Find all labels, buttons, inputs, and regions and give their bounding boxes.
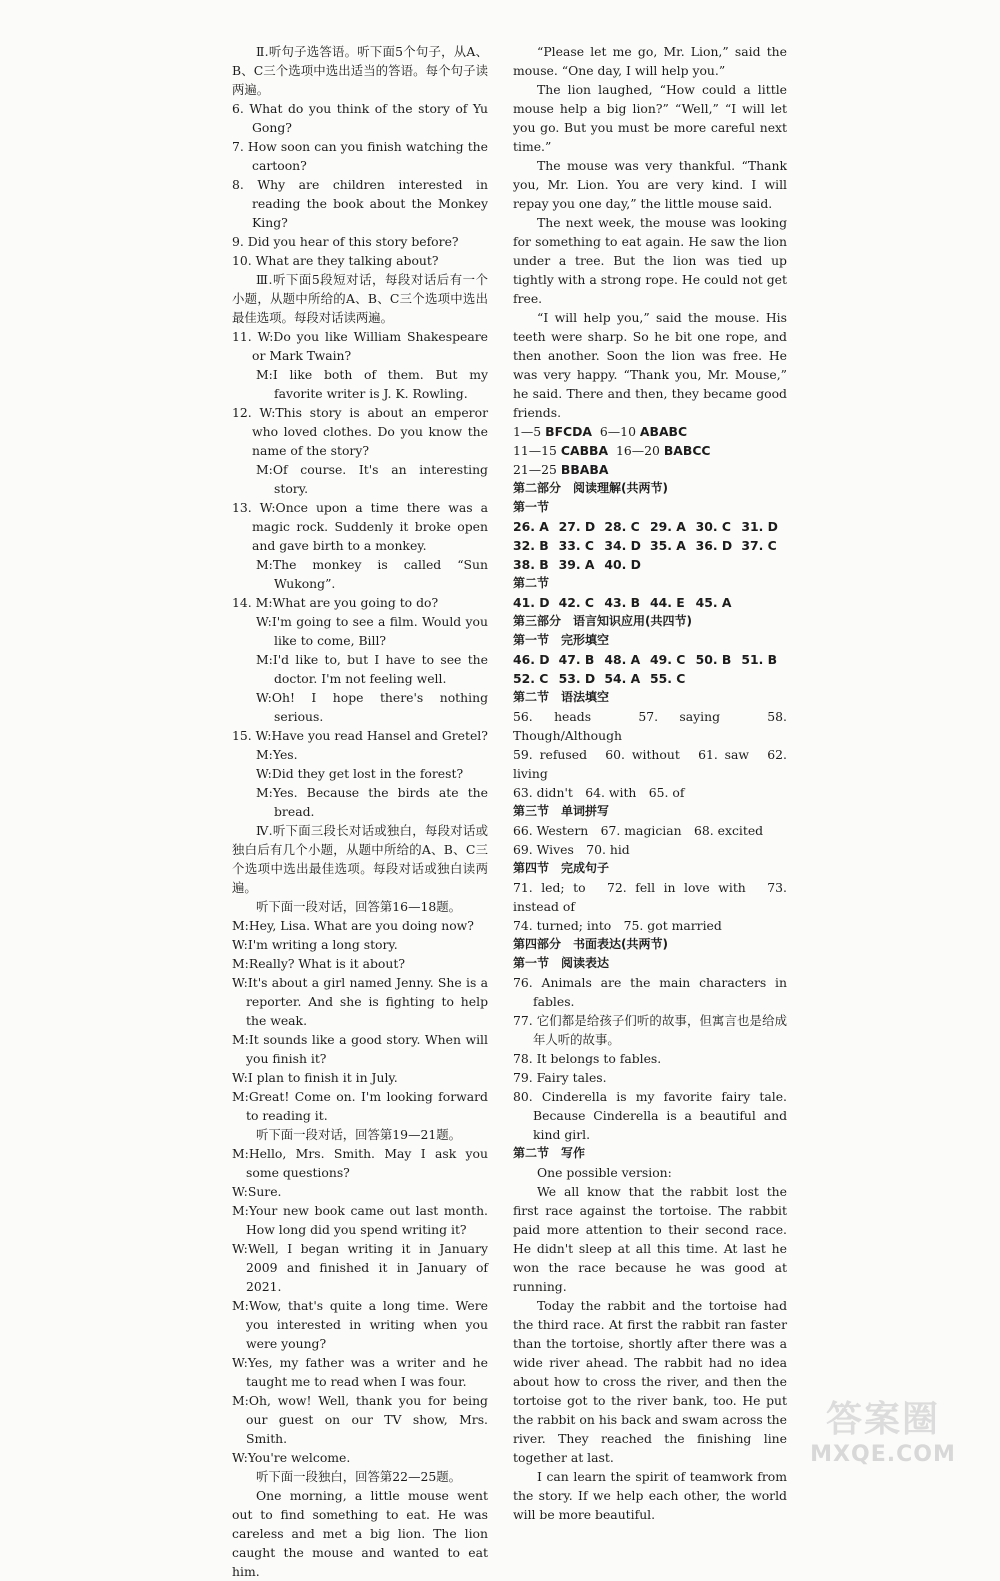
left-line: W:Did they get lost in the forest? — [256, 766, 464, 781]
left-line: 10. What are they talking about? — [232, 253, 439, 268]
left-line: 听下面一段对话，回答第19—21题。 — [256, 1127, 462, 1142]
left-line: 8. Why are children interested in reading the book about the Monkey King? — [232, 177, 492, 230]
answer-item: 42. C — [558, 595, 595, 610]
answer-item: 53. D — [558, 671, 596, 686]
left-line: M:I like both of them. But my favorite writer is J. K. Rowling. — [256, 367, 492, 401]
left-line: M:Really? What is it about? — [232, 956, 405, 971]
answer-item: 51. B — [741, 652, 778, 667]
spelling-answers — [513, 821, 787, 859]
answer-item: 27. D — [558, 519, 596, 534]
part2-title: 第二部分 阅读理解(共两节) — [513, 481, 668, 495]
answer-item: 45. A — [695, 595, 732, 610]
answer-item: 44. E — [650, 595, 685, 610]
answer-item: 28. C — [604, 519, 640, 534]
answer-item: 37. C — [741, 538, 777, 553]
right-column — [513, 42, 791, 1524]
left-line: W:Yes, my father was a writer and he taught me to read when I was four. — [232, 1355, 492, 1389]
left-line: 15. W:Have you read Hansel and Gretel? — [232, 728, 488, 743]
answer-item: 48. A — [604, 652, 641, 667]
left-line: M:Hello, Mrs. Smith. May I ask you some questions? — [232, 1146, 492, 1180]
answer-line: 78. It belongs to fables. — [513, 1051, 662, 1066]
left-line: M:Wow, that's quite a long time. Were you interested in writing when you were young? — [232, 1298, 492, 1351]
left-line: W:I plan to finish it in July. — [232, 1070, 398, 1085]
writing-intro: One possible version: — [537, 1165, 672, 1180]
reading-sec2-title: 第二节 — [513, 576, 550, 590]
answer-letters: BFCDA — [545, 424, 593, 439]
left-line: M:Your new book came out last month. How long did you spend writing it? — [232, 1203, 492, 1237]
left-line: 12. W:This story is about an emperor who loved clothes. Do you know the name of the story? — [232, 405, 492, 458]
answer-item: 41. D — [513, 595, 550, 610]
left-line: M:Oh, wow! Well, thank you for being our guest on our TV show, Mrs. Smith. — [232, 1393, 492, 1446]
answer-item: 55. C — [650, 671, 686, 686]
left-line: M:Of course. It's an interesting story. — [256, 462, 492, 496]
watermark-cn: 答案圈 — [825, 1399, 940, 1440]
left-line: W:I'm going to see a film. Would you like to come, Bill? — [256, 614, 492, 648]
answer-line: I can learn the spirit of teamwork from the story. If we help each other, the world will be more beautiful. — [513, 1469, 791, 1522]
answer-letters: BABCC — [663, 443, 711, 458]
answer-letters: CABBA — [560, 443, 609, 458]
left-line: M:Hey, Lisa. What are you doing now? — [232, 918, 474, 933]
answer-range: 11—15 — [513, 443, 557, 458]
answer-item: 38. B — [513, 557, 549, 572]
left-line: Ⅱ.听句子选答语。听下面5个句子，从A、B、C三个选项中选出适当的答语。每个句子读两遍。 — [232, 44, 488, 97]
left-line: W:I'm writing a long story. — [232, 937, 398, 952]
answer-line: 71. led; to 72. fell in love with 73. instead of — [513, 880, 791, 914]
answer-item: 26. A — [513, 519, 549, 534]
answer-line: 76. Animals are the main characters in fables. — [513, 975, 791, 1009]
left-line: W:Oh! I hope there's nothing serious. — [256, 690, 492, 724]
left-line: 14. M:What are you going to do? — [232, 595, 439, 610]
answer-item: 32. B — [513, 538, 549, 553]
reading-sec1-answers — [513, 517, 787, 574]
answer-item: 33. C — [558, 538, 595, 553]
left-line: M:The monkey is called “Sun Wukong”. — [256, 557, 492, 591]
left-column — [232, 42, 492, 1581]
answer-item: 29. A — [650, 519, 686, 534]
part4-title: 第四部分 书面表达(共两节) — [513, 937, 668, 951]
left-line: M:Yes. — [256, 747, 298, 762]
left-line: 听下面一段对话，回答第16—18题。 — [256, 899, 462, 914]
part3-title: 第三部分 语言知识应用(共四节) — [513, 614, 692, 628]
answer-item: 47. B — [558, 652, 595, 667]
left-line: 听下面一段独白，回答第22—25题。 — [256, 1469, 462, 1484]
answer-range: 16—20 — [615, 443, 660, 458]
answer-line: 69. Wives 70. hid — [513, 842, 630, 857]
left-line: 6. What do you think of the story of Yu Gong? — [232, 101, 492, 135]
story-paragraph: The lion laughed, “How could a little mouse help a big lion?” “Well,” “I will let you go. But you must be more careful next time.” — [513, 82, 791, 154]
answer-line: 63. didn't 64. with 65. of — [513, 785, 685, 800]
answer-line: 79. Fairy tales. — [513, 1070, 607, 1085]
left-line: One morning, a little mouse went out to find something to eat. He was careless and met a big lion. The lion caught the mouse and wanted to eat him. — [232, 1488, 492, 1579]
answer-item: 43. B — [604, 595, 641, 610]
answer-row — [513, 460, 787, 479]
left-line: M:Great! Come on. I'm looking forward to reading it. — [232, 1089, 492, 1123]
answer-item: 34. D — [604, 538, 641, 553]
cloze-title: 第一节 完形填空 — [513, 633, 610, 647]
answer-line: We all know that the rabbit lost the first race against the tortoise. The rabbit paid more attention to their second race. He didn't sleep at all this time. At last he won the race because he was good at running. — [513, 1184, 791, 1294]
left-line: W:You're welcome. — [232, 1450, 351, 1465]
reading-sec1-title: 第一节 — [513, 500, 550, 514]
story-paragraph: The next week, the mouse was looking for something to eat again. He saw the lion under a tree. But the lion was tied up tightly with a strong rope. He could not get free. — [513, 215, 791, 306]
left-line: 9. Did you hear of this story before? — [232, 234, 459, 249]
cloze-answers — [513, 650, 787, 688]
answer-row — [513, 441, 787, 460]
answer-item: 46. D — [513, 652, 550, 667]
answer-item: 30. C — [695, 519, 732, 534]
answer-row — [513, 422, 787, 441]
left-line: W:Sure. — [232, 1184, 282, 1199]
reading-sec2-answers — [513, 593, 787, 612]
answer-range: 1—5 — [513, 424, 542, 439]
answer-item: 40. D — [604, 557, 641, 572]
grammar-answers — [513, 707, 791, 802]
expression-title: 第一节 阅读表达 — [513, 956, 610, 970]
complete-title: 第四节 完成句子 — [513, 861, 610, 875]
answer-line: 66. Western 67. magician 68. excited — [513, 823, 764, 838]
answer-line: 56. heads 57. saying 58. Though/Although — [513, 709, 791, 743]
answer-line: 59. refused 60. without 61. saw 62. living — [513, 747, 791, 781]
answer-item: 52. C — [513, 671, 549, 686]
answer-item: 49. C — [650, 652, 686, 667]
writing-title: 第二节 写作 — [513, 1146, 586, 1160]
answer-item: 31. D — [741, 519, 778, 534]
answer-line: Today the rabbit and the tortoise had the third race. At first the rabbit ran faster than the tortoise, shortly after there was a wide river ahead. The rabbit had no idea about how to cross the river, and then the tortoise got to the river bank, too. He put the rabbit on his back and swam across the river. They reached the finishing line together at last. — [513, 1298, 791, 1465]
story-paragraph: “Please let me go, Mr. Lion,” said the mouse. “One day, I will help you.” — [513, 44, 791, 78]
answers-listening — [513, 422, 787, 479]
story-paragraph: “I will help you,” said the mouse. His teeth were sharp. So he bit one rope, and then another. Soon the lion was free. He was very happy. “Thank you, Mr. Mouse,” he said. There and then, they became good friends. — [513, 310, 791, 420]
answer-letters: ABABC — [639, 424, 688, 439]
left-line: M:I'd like to, but I have to see the doctor. I'm not feeling well. — [256, 652, 492, 686]
answer-line: 80. Cinderella is my favorite fairy tale. Because Cinderella is a beautiful and kind girl. — [513, 1089, 791, 1142]
watermark-en: MXQE.COM — [810, 1442, 956, 1467]
expression-answers — [513, 973, 791, 1144]
writing-essay — [513, 1182, 791, 1524]
left-line: M:It sounds like a good story. When will you finish it? — [232, 1032, 492, 1066]
left-line: 13. W:Once upon a time there was a magic rock. Suddenly it broke open and gave birth to a monkey. — [232, 500, 492, 553]
watermark-logo — [788, 1391, 978, 1467]
complete-answers — [513, 878, 791, 935]
answer-item: 50. B — [695, 652, 732, 667]
left-line: Ⅲ.听下面5段短对话，每段对话后有一个小题，从题中所给的A、B、C三个选项中选出最佳选项。每段对话读两遍。 — [232, 272, 488, 325]
answer-item: 35. A — [650, 538, 686, 553]
answer-item: 39. A — [558, 557, 595, 572]
story-paragraph: The mouse was very thankful. “Thank you, Mr. Lion. You are very kind. I will repay you one day,” the little mouse said. — [513, 158, 791, 211]
answer-line: 74. turned; into 75. got married — [513, 918, 722, 933]
answer-range: 21—25 — [513, 462, 557, 477]
left-line: 7. How soon can you finish watching the cartoon? — [232, 139, 492, 173]
left-line: Ⅳ.听下面三段长对话或独白，每段对话或独白后有几个小题，从题中所给的A、B、C三个选项中选出最佳选项。每段对话或独白读两遍。 — [232, 823, 488, 895]
left-line: M:Yes. Because the birds ate the bread. — [256, 785, 492, 819]
answer-letters: BBABA — [560, 462, 609, 477]
left-line: W:It's about a girl named Jenny. She is a reporter. And she is fighting to help the weak. — [232, 975, 492, 1028]
answer-line: 77. 它们都是给孩子们听的故事，但寓言也是给成年人听的故事。 — [513, 1013, 787, 1047]
answer-item: 36. D — [695, 538, 733, 553]
grammar-title: 第二节 语法填空 — [513, 690, 610, 704]
answer-range: 6—10 — [599, 424, 636, 439]
left-line: W:Well, I began writing it in January 2009 and finished it in January of 2021. — [232, 1241, 492, 1294]
answer-item: 54. A — [604, 671, 641, 686]
spelling-title: 第三节 单词拼写 — [513, 804, 610, 818]
left-line: 11. W:Do you like William Shakespeare or Mark Twain? — [232, 329, 492, 363]
